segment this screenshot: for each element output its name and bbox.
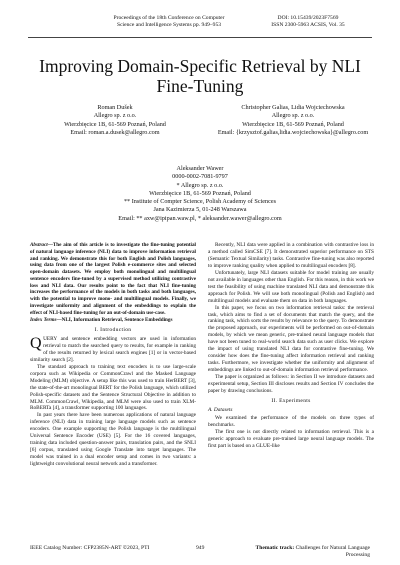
index-terms-label: Index Terms — [30, 317, 57, 324]
abstract-text: —The aim of this article is to investigate the fine-tuning potential of natural language inference (NLI) data to improve information retrieval and ranking. We demonstrate this for both English and Polish languages, using data from one of the largest Polish e-commerce sites and selected open-domain datasets. We employ both monolingual and multilingual sentence encoders fine-tuned by a supervised method utilizing contrastive loss and NLI data. Our results point to the fact that NLI fine-tuning increases the performance of the models in both tasks and both languages, with the potential to improve mono- and multilingual models. Finally, we investigate uniformity and alignment of the embeddings to explain the effect of NLI-based fine-tuning for an out-of-domain use-case. — [30, 242, 196, 316]
paper-title — [30, 56, 370, 96]
author-affiliation-2: ** Institute of Compter Science, Polish Academy of Sciences — [123, 198, 277, 206]
running-header-right — [248, 15, 368, 29]
header-issn: ISSN 2300-5963 ACSIS, Vol. 35 — [271, 22, 345, 28]
thematic-track-label: Thematic track: — [255, 545, 295, 551]
intro-paragraph-1-text: UERY and sentence embedding vectors are used in information retrieval to match the searched query to results, for example in ranking of the results returned by lexical search engines [1] or in vector-based similarity search [2]. — [30, 335, 196, 363]
author-email: Email: ** axw@ipipan.waw.pl, * aleksander.wawer@allegro.com — [118, 214, 282, 222]
title-line-1: Improving Domain-Specific Retrieval by NLI — [39, 56, 361, 76]
author-address-1: Wierzbięcice 1B, 61-569 Poznań, Poland — [149, 189, 251, 197]
author-address: Wierzbięcice 1B, 61-569 Poznań, Poland — [242, 120, 344, 128]
intro-paragraph-6: In this paper, we focus on two information retrieval tasks: the retrieval task, which aims to find a set of documents that match the query, and the ranking task, which sorts the results by relevance to the query. To demonstrate the proposed approach, our experiments will be performed on out-of-domain models, by which we mean generic, pre-trained neural language models that have not been tuned to real-world search data such as user clicks. We explore the impact of using translated NLI data for contrastive fine-tuning. We consider how does the fine-tuning affect information retrieval and ranking tasks. Furthermore, we investigate whether the uniformity and alignment of embeddings are linked to out-of-domain information retrieval performance. — [208, 304, 374, 374]
header-pages: Science and Intelligence Systems pp. 949–953 — [116, 22, 222, 28]
author-name: Christopher Galias, Lidia Wojciechowska — [241, 104, 345, 111]
author-name: Roman Dušek — [97, 104, 133, 111]
intro-paragraph-7: The paper is organized as follows: in Section II we introduce datasets and experimental setup, Section III discloses results and Section IV concludes the paper by drawing conclusions. — [208, 374, 374, 395]
page-number: 949 — [196, 545, 205, 551]
author-name: Aleksander Wawer — [176, 165, 224, 172]
left-column — [30, 242, 196, 468]
intro-paragraph-2: The standard approach to training text encoders is to use large-scale corpora such as Wikipedia or CommonCrawl and the Masked Language Modeling (MLM) objective. A setup like this was used to train HerBERT [3], the state-of-the-art monolingual BERT for the Polish language, which utilized Polish-specific datasets and the Sentence Structural Objective in addition to MLM. CommonCrawl, Wikipedia, and MLM were also used to train XLM-RoBERTa [4], a transformer supporting 100 languages. — [30, 363, 196, 412]
running-header-left — [94, 15, 244, 29]
author-org: Allegro sp. z o.o. — [271, 112, 315, 120]
author-address-2: Jana Kazimierza 5, 01-248 Warszawa — [153, 206, 247, 214]
intro-paragraph-3: In past years there have been numerous applications of natural language inference (NLI) data in training large language models such as sentence encoders. One example supporting the Polish language is the multilingual Universal Sentence Encoder (USE) [5]. For the 16 covered languages, training data included question-answer pairs, translation pairs, and the SNLI [6] corpus, translated using Google Translate into target languages. The model was trained in a dual encoder setup and comes in two variants: a lightweight convolutional neural network and a transformer. — [30, 412, 196, 468]
author-affiliation-1: * Allegro sp. z o.o. — [176, 181, 224, 189]
thematic-track-text-1: Challenges for Natural Language — [295, 545, 370, 551]
abstract — [30, 242, 196, 316]
author-email: Email: {krzysztof.galias,lidia.wojciechowska}@allegro.com — [217, 128, 369, 136]
intro-paragraph-1 — [30, 336, 196, 364]
subsection-heading-datasets: A. Datasets — [208, 406, 233, 413]
header-rule — [28, 37, 372, 38]
datasets-paragraph-2: The first one is not directly related to information retrieval. This is a generic approach to evaluate pre-trained large neural language models. The first part is based on a GLUE-like — [208, 428, 374, 449]
index-terms-text: —NLI, Information Retrieval, Sentence Embeddings — [56, 317, 173, 324]
author-orcid: 0000-0002-7081-9797 — [172, 173, 228, 181]
header-doi: DOI: 10.15439/2023F7569 — [277, 15, 339, 21]
author-org: Allegro sp. z o.o. — [93, 112, 137, 120]
section-heading-introduction: I. Introduction — [94, 327, 132, 333]
index-terms — [30, 317, 196, 324]
thematic-track-text-2: Processing — [345, 552, 370, 558]
title-line-2: Fine-Tuning — [156, 76, 244, 96]
author-email: Email: roman.a.dusek@allegro.com — [70, 128, 160, 136]
footer-catalog — [30, 545, 149, 552]
author-address: Wierzbięcice 1B, 61-569 Poznań, Poland — [64, 120, 166, 128]
author-block-2 — [208, 104, 378, 137]
intro-paragraph-5: Unfortunately, large NLI datasets suitable for model training are usually not available in languages other than English. For this reason, in this work we test the feasibility of using machine translated NLI data and demonstrate this approach for Polish. We will use both monolingual (Polish and English) and multilingual models and evaluate them on data in both languages. — [208, 269, 374, 304]
section-heading-experiments: II. Experiments — [271, 397, 311, 404]
datasets-paragraph-1: We examined the performance of the models on three types of benchmarks. — [208, 414, 374, 428]
drop-cap: Q — [30, 334, 42, 352]
footer-thematic-track — [246, 545, 370, 559]
intro-paragraph-4: Recently, NLI data were applied in a combination with contrastive loss in a method called SimCSE [7]. It demonstrated superior performance on STS (Semantic Textual Similarity) tasks. Contrastive fine-tuning was also reported to improve ranking quality when applied to multilingual encoders [8]. — [208, 242, 374, 269]
abstract-label: Abstract — [30, 242, 48, 248]
footer-catalog-text: IEEE Catalog Number: CFP2385N-ART ©2023, PTI — [30, 545, 150, 551]
header-proceedings: Proceedings of the 18th Conference on Computer — [113, 15, 225, 21]
author-block-1 — [40, 104, 190, 137]
author-block-3 — [90, 165, 310, 223]
right-column — [208, 242, 374, 450]
